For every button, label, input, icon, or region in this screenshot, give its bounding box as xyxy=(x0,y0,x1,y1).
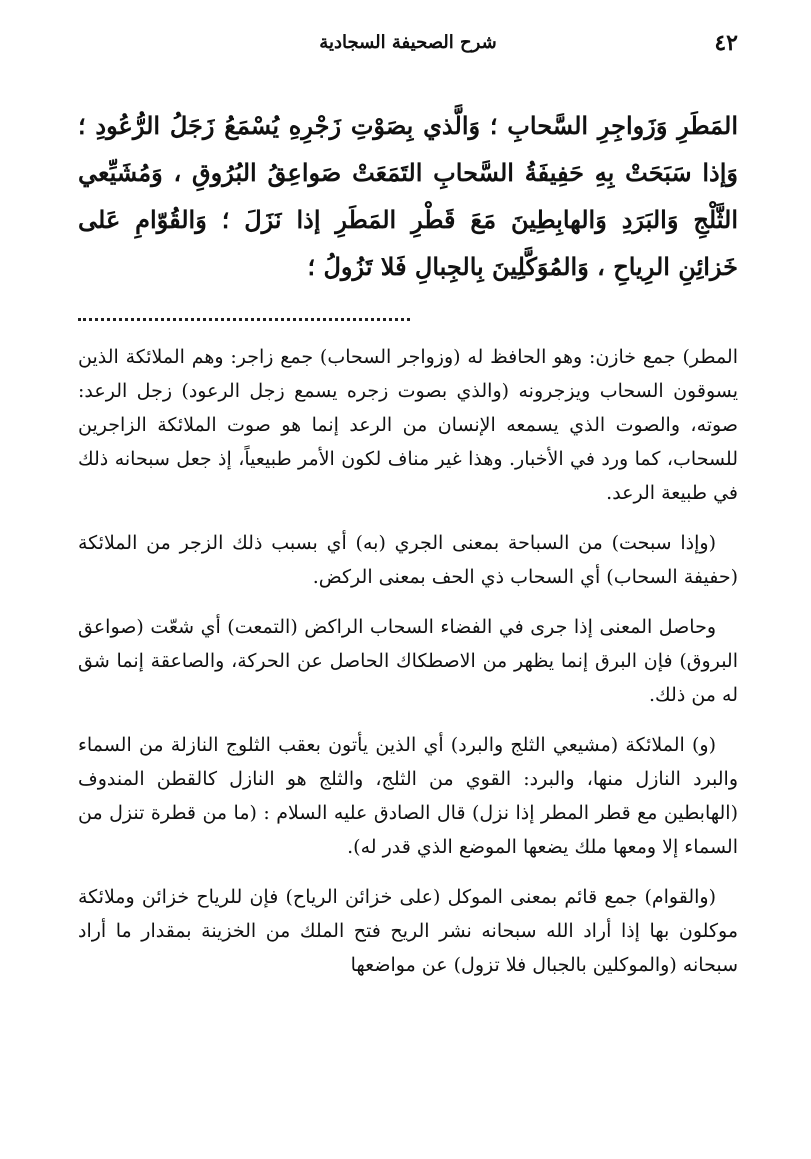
commentary-paragraph: (وإذا سبحت) من السباحة بمعنى الجري (به) أي بسبب ذلك الزجر من الملائكة (حفيفة السحاب) أي السحاب ذي الحف بمعنى الركض. xyxy=(78,532,738,588)
commentary xyxy=(78,340,738,998)
running-header xyxy=(78,30,738,60)
page-number: ٤٢ xyxy=(714,30,738,56)
prayer-text: المَطَرِ وَزَواجِرِ السَّحابِ ؛ وَالَّذي بِصَوْتِ زَجْرِهِ يُسْمَعُ زَجَلُ الرُّعُودِ ؛ وَإذا سَبَحَتْ بِهِ حَفِيفَةُ السَّحابِ التَمَعَتْ صَواعِقُ البُرُوقِ ، وَمُشَيِّعي الثَّلْجِ وَالبَرَدِ وَالهابِطِينَ مَعَ قَطْرِ المَطَرِ إذا نَزَلَ ؛ وَالقُوّامِ عَلى خَزائِنِ الرِياحِ ، وَالمُوَكَّلِينَ بِالجِبالِ فَلا تَزُولُ ؛ xyxy=(78,111,738,281)
dotted-divider xyxy=(78,318,410,321)
book-title: شرح الصحيفة السجادية xyxy=(319,32,497,53)
book-page xyxy=(78,0,738,1159)
commentary-paragraph: (والقوام) جمع قائم بمعنى الموكل (على خزائن الرياح) فإن للرياح خزائن وملائكة موكلون بها إذا أراد الله سبحانه نشر الريح فتح الملك من الخزينة بمقدار ما أراد سبحانه (والموكلين بالجبال فلا تزول) عن مواضعها xyxy=(78,886,738,976)
commentary-paragraph: (و) الملائكة (مشيعي الثلج والبرد) أي الذين يأتون بعقب الثلوج النازلة من السماء والبرد النازل منها، والبرد: القوي من الثلج، والثلج هو النازل كالقطن المندوف (الهابطين مع قطر المطر إذا نزل) قال الصادق عليه السلام : (ما من قطرة تنزل من السماء إلا ومعها ملك يضعها الموضع الذي قدر له). xyxy=(78,734,738,858)
commentary-paragraph: وحاصل المعنى إذا جرى في الفضاء السحاب الراكض (التمعت) أي شعّت (صواعق البروق) فإن البرق إنما يظهر من الاصطكاك الحاصل عن الحركة، والصاعقة إنما شق له من ذلك. xyxy=(78,616,738,706)
commentary-paragraph: المطر) جمع خازن: وهو الحافظ له (وزواجر السحاب) جمع زاجر: وهم الملائكة الذين يسوقون السحاب ويزجرونه (والذي بصوت زجره يسمع زجل الرعود) زجل الرعد: صوته، والصوت الذي يسمعه الإنسان من الرعد إنما هو صوت الملائكة الزاجرين للسحاب، كما ورد في الأخبار. وهذا غير مناف لكون الأمر طبيعياً، إذ جعل سبحانه ذلك في طبيعة الرعد. xyxy=(78,346,738,504)
